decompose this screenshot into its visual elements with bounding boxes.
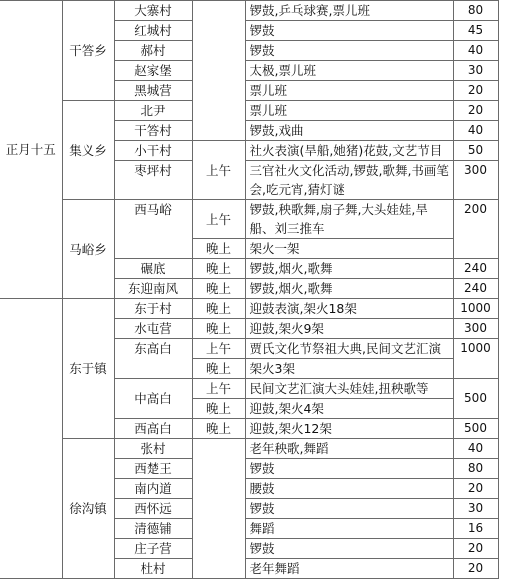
program-cell: 锣鼓,烟火,歌舞 [245,259,453,279]
count-cell: 20 [453,559,498,579]
table-row [0,200,498,239]
program-cell: 舞蹈 [245,519,453,539]
village-cell: 黑城营 [114,81,192,101]
program-cell: 迎鼓,架火9架 [245,319,453,339]
village-cell: 庄子营 [114,539,192,559]
count-cell: 240 [453,279,498,299]
count-cell: 300 [453,319,498,339]
program-cell: 锣鼓 [245,499,453,519]
program-cell: 架火一架 [245,239,453,259]
count-cell: 1000 [453,299,498,319]
town-cell: 干答乡 [62,1,114,101]
table-row [0,101,498,121]
village-cell: 南内道 [114,479,192,499]
time-cell: 晚上 [192,319,245,339]
program-cell: 迎鼓表演,架火18架 [245,299,453,319]
village-cell: 水屯营 [114,319,192,339]
program-cell: 迎鼓,架火12架 [245,419,453,439]
count-cell: 20 [453,539,498,559]
program-cell: 民间文艺汇演大头娃娃,扭秧歌等 [245,379,453,399]
village-cell: 中高白 [114,379,192,419]
program-cell: 锣鼓,秧歌舞,扇子舞,大头娃娃,旱船、刘三推车 [245,200,453,239]
village-cell: 红城村 [114,21,192,41]
program-cell: 迎鼓,架火4架 [245,399,453,419]
count-cell: 16 [453,519,498,539]
village-cell: 西怀远 [114,499,192,519]
village-cell: 东迎南风 [114,279,192,299]
time-cell: 晚上 [192,279,245,299]
program-cell: 架火3架 [245,359,453,379]
count-cell: 40 [453,121,498,141]
program-cell: 腰鼓 [245,479,453,499]
date-cell: 正月十五 [0,1,62,299]
town-cell: 徐沟镇 [62,439,114,579]
program-cell: 票儿班 [245,81,453,101]
village-cell: 清德铺 [114,519,192,539]
program-cell: 社火表演(旱船,她猪)花鼓,文艺节目 [245,141,453,161]
village-cell: 杜村 [114,559,192,579]
count-cell: 80 [453,459,498,479]
program-cell: 老年舞蹈 [245,559,453,579]
village-cell: 北尹 [114,101,192,121]
village-cell: 干答村 [114,121,192,141]
count-cell: 45 [453,21,498,41]
program-cell: 锣鼓,烟火,歌舞 [245,279,453,299]
program-cell: 老年秧歌,舞蹈 [245,439,453,459]
village-cell: 西马峪 [114,200,192,259]
count-cell: 20 [453,479,498,499]
count-cell: 200 [453,200,498,259]
village-cell: 赵家堡 [114,61,192,81]
table-row [0,1,498,21]
program-cell: 锣鼓 [245,459,453,479]
time-cell: 上午 [192,141,245,200]
village-cell: 郝村 [114,41,192,61]
table-row [0,299,498,319]
time-cell: 晚上 [192,299,245,319]
count-cell: 1000 [453,339,498,379]
count-cell: 20 [453,81,498,101]
program-cell: 锣鼓 [245,41,453,61]
time-cell: 晚上 [192,399,245,419]
count-cell: 300 [453,161,498,200]
count-cell: 50 [453,141,498,161]
time-cell: 晚上 [192,359,245,379]
program-cell: 锣鼓,乒乓球赛,票儿班 [245,1,453,21]
village-cell: 西高白 [114,419,192,439]
time-cell: 晚上 [192,239,245,259]
program-cell: 锣鼓 [245,21,453,41]
village-cell: 小干村 [114,141,192,161]
program-cell: 锣鼓,戏曲 [245,121,453,141]
program-cell: 三官社火文化活动,锣鼓,歌舞,书画笔会,吃元宵,猜灯谜 [245,161,453,200]
time-cell [192,439,245,579]
count-cell: 80 [453,1,498,21]
village-cell: 大寨村 [114,1,192,21]
count-cell: 40 [453,41,498,61]
time-cell: 晚上 [192,419,245,439]
count-cell: 20 [453,101,498,121]
count-cell: 500 [453,419,498,439]
village-cell: 张村 [114,439,192,459]
time-cell: 上午 [192,339,245,359]
town-cell: 马峪乡 [62,200,114,299]
count-cell: 240 [453,259,498,279]
program-cell: 票儿班 [245,101,453,121]
village-cell: 枣坪村 [114,161,192,200]
table-row [0,439,498,459]
count-cell: 40 [453,439,498,459]
town-cell: 集义乡 [62,101,114,200]
town-cell: 东于镇 [62,299,114,439]
program-cell: 贾氏文化节祭祖大典,民间文艺汇演 [245,339,453,359]
time-cell: 上午 [192,379,245,399]
program-cell: 锣鼓 [245,539,453,559]
time-cell: 上午 [192,200,245,239]
count-cell: 500 [453,379,498,419]
time-cell [192,1,245,141]
village-cell: 西楚王 [114,459,192,479]
village-cell: 碾底 [114,259,192,279]
count-cell: 30 [453,61,498,81]
program-cell: 太极,票儿班 [245,61,453,81]
date-cell-continued [0,299,62,579]
time-cell: 晚上 [192,259,245,279]
village-cell: 东于村 [114,299,192,319]
count-cell: 30 [453,499,498,519]
village-cell: 东高白 [114,339,192,379]
